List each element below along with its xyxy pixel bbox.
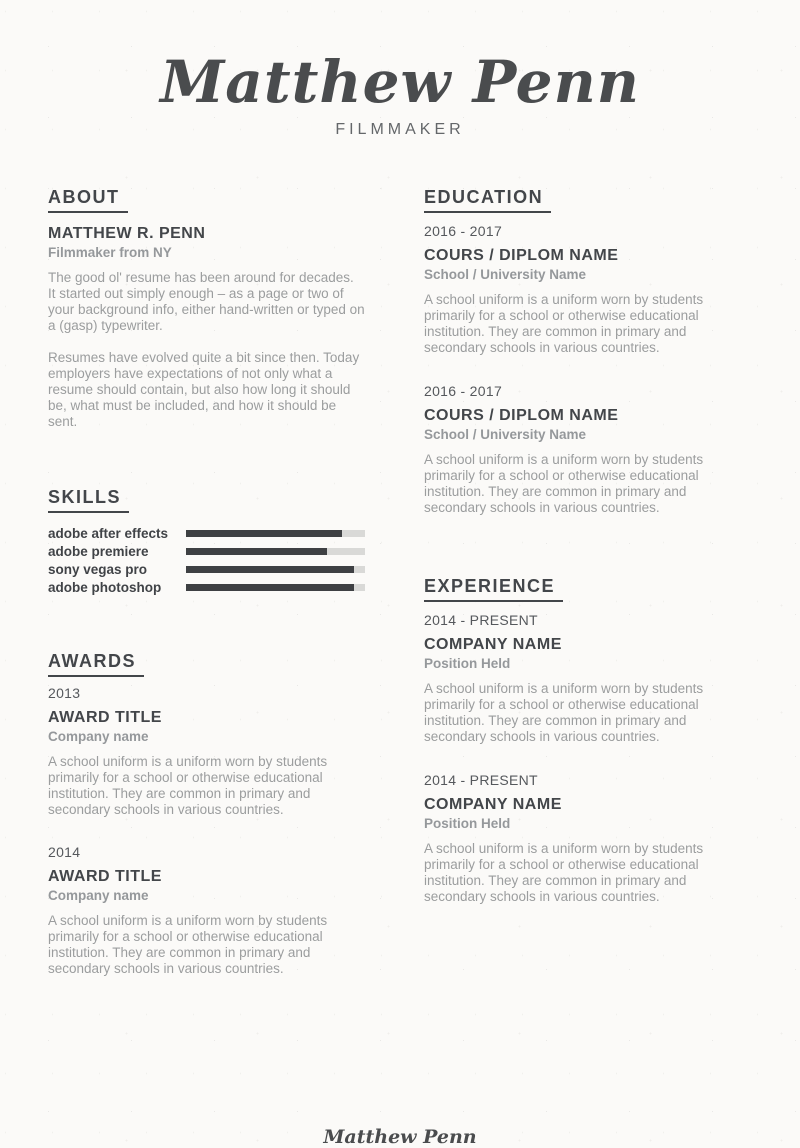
skill-bar-fill — [186, 566, 354, 573]
skill-row — [48, 525, 365, 543]
about-heading: ABOUT — [48, 187, 128, 213]
skill-bar — [186, 530, 365, 537]
experience-period: 2014 - PRESENT — [424, 771, 538, 788]
education-title: COURS / DIPLOM NAME — [424, 406, 619, 424]
education-description: A school uniform is a uniform worn by students primarily for a school or otherwise educational institution. They are common in primary and secondary schools in various countries. — [424, 291, 704, 355]
award-org: Company name — [48, 887, 149, 903]
skill-row — [48, 561, 365, 579]
experience-title: COMPANY NAME — [424, 795, 562, 813]
skill-bar — [186, 548, 365, 555]
education-description: A school uniform is a uniform worn by students primarily for a school or otherwise educational institution. They are common in primary and secondary schools in various countries. — [424, 451, 704, 515]
right-column — [424, 187, 740, 977]
skill-label: adobe premiere — [48, 544, 149, 559]
experience-org: Position Held — [424, 815, 511, 831]
skill-label: adobe after effects — [48, 526, 169, 541]
education-entry — [424, 223, 740, 356]
about-name: MATTHEW R. PENN — [48, 224, 206, 242]
award-entry — [48, 844, 365, 977]
experience-entry — [424, 772, 740, 905]
skill-row — [48, 579, 365, 597]
skill-bar — [186, 566, 365, 573]
education-org: School / University Name — [424, 266, 587, 282]
skill-bar-fill — [186, 548, 327, 555]
section-experience — [424, 576, 740, 905]
resume-footer — [0, 1125, 800, 1146]
content-columns — [0, 187, 800, 977]
experience-title: COMPANY NAME — [424, 635, 562, 653]
about-subtitle: Filmmaker from NY — [48, 244, 172, 260]
experience-period: 2014 - PRESENT — [424, 611, 538, 628]
award-title: AWARD TITLE — [48, 867, 162, 885]
skill-bar-fill — [186, 584, 354, 591]
experience-description: A school uniform is a uniform worn by students primarily for a school or otherwise educational institution. They are common in primary and secondary schools in various countries. — [424, 680, 704, 744]
experience-entry — [424, 612, 740, 745]
education-heading: EDUCATION — [424, 187, 551, 213]
education-title: COURS / DIPLOM NAME — [424, 246, 619, 264]
skill-bar-fill — [186, 530, 342, 537]
award-entry — [48, 685, 365, 818]
left-column — [48, 187, 365, 977]
skills-heading: SKILLS — [48, 487, 129, 513]
section-about — [48, 187, 365, 430]
award-title: AWARD TITLE — [48, 708, 162, 726]
skill-label: sony vegas pro — [48, 562, 148, 577]
resume-name: Matthew Penn — [160, 48, 640, 116]
experience-description: A school uniform is a uniform worn by students primarily for a school or otherwise educational institution. They are common in primary and secondary schools in various countries. — [424, 840, 704, 904]
awards-heading: AWARDS — [48, 651, 144, 677]
award-org: Company name — [48, 728, 149, 744]
about-paragraph: Resumes have evolved quite a bit since then. Today employers have expectations of not only what a resume should contain, but also how long it should be, what must be included, and how it should be sent. — [48, 349, 360, 429]
education-period: 2016 - 2017 — [424, 222, 503, 239]
education-entry — [424, 383, 740, 516]
resume-header — [0, 0, 800, 139]
resume-role: FILMMAKER — [335, 120, 465, 138]
award-description: A school uniform is a uniform worn by students primarily for a school or otherwise educational institution. They are common in primary and secondary schools in various countries. — [48, 753, 328, 817]
award-description: A school uniform is a uniform worn by students primarily for a school or otherwise educational institution. They are common in primary and secondary schools in various countries. — [48, 912, 328, 976]
footer-signature: Matthew Penn — [323, 1126, 477, 1148]
section-awards — [48, 651, 365, 977]
award-year: 2013 — [48, 684, 81, 701]
skill-label: adobe photoshop — [48, 580, 162, 595]
skill-row — [48, 543, 365, 561]
award-year: 2014 — [48, 843, 81, 860]
about-paragraph: The good ol' resume has been around for decades. It started out simply enough – as a page or two of your background info, either hand-written or typed on a (gasp) typewriter. — [48, 269, 365, 333]
experience-heading: EXPERIENCE — [424, 576, 563, 602]
about-entry — [48, 225, 365, 430]
experience-org: Position Held — [424, 655, 511, 671]
education-period: 2016 - 2017 — [424, 382, 503, 399]
skill-bar — [186, 584, 365, 591]
education-org: School / University Name — [424, 426, 587, 442]
section-education — [424, 187, 740, 516]
section-skills — [48, 487, 365, 597]
